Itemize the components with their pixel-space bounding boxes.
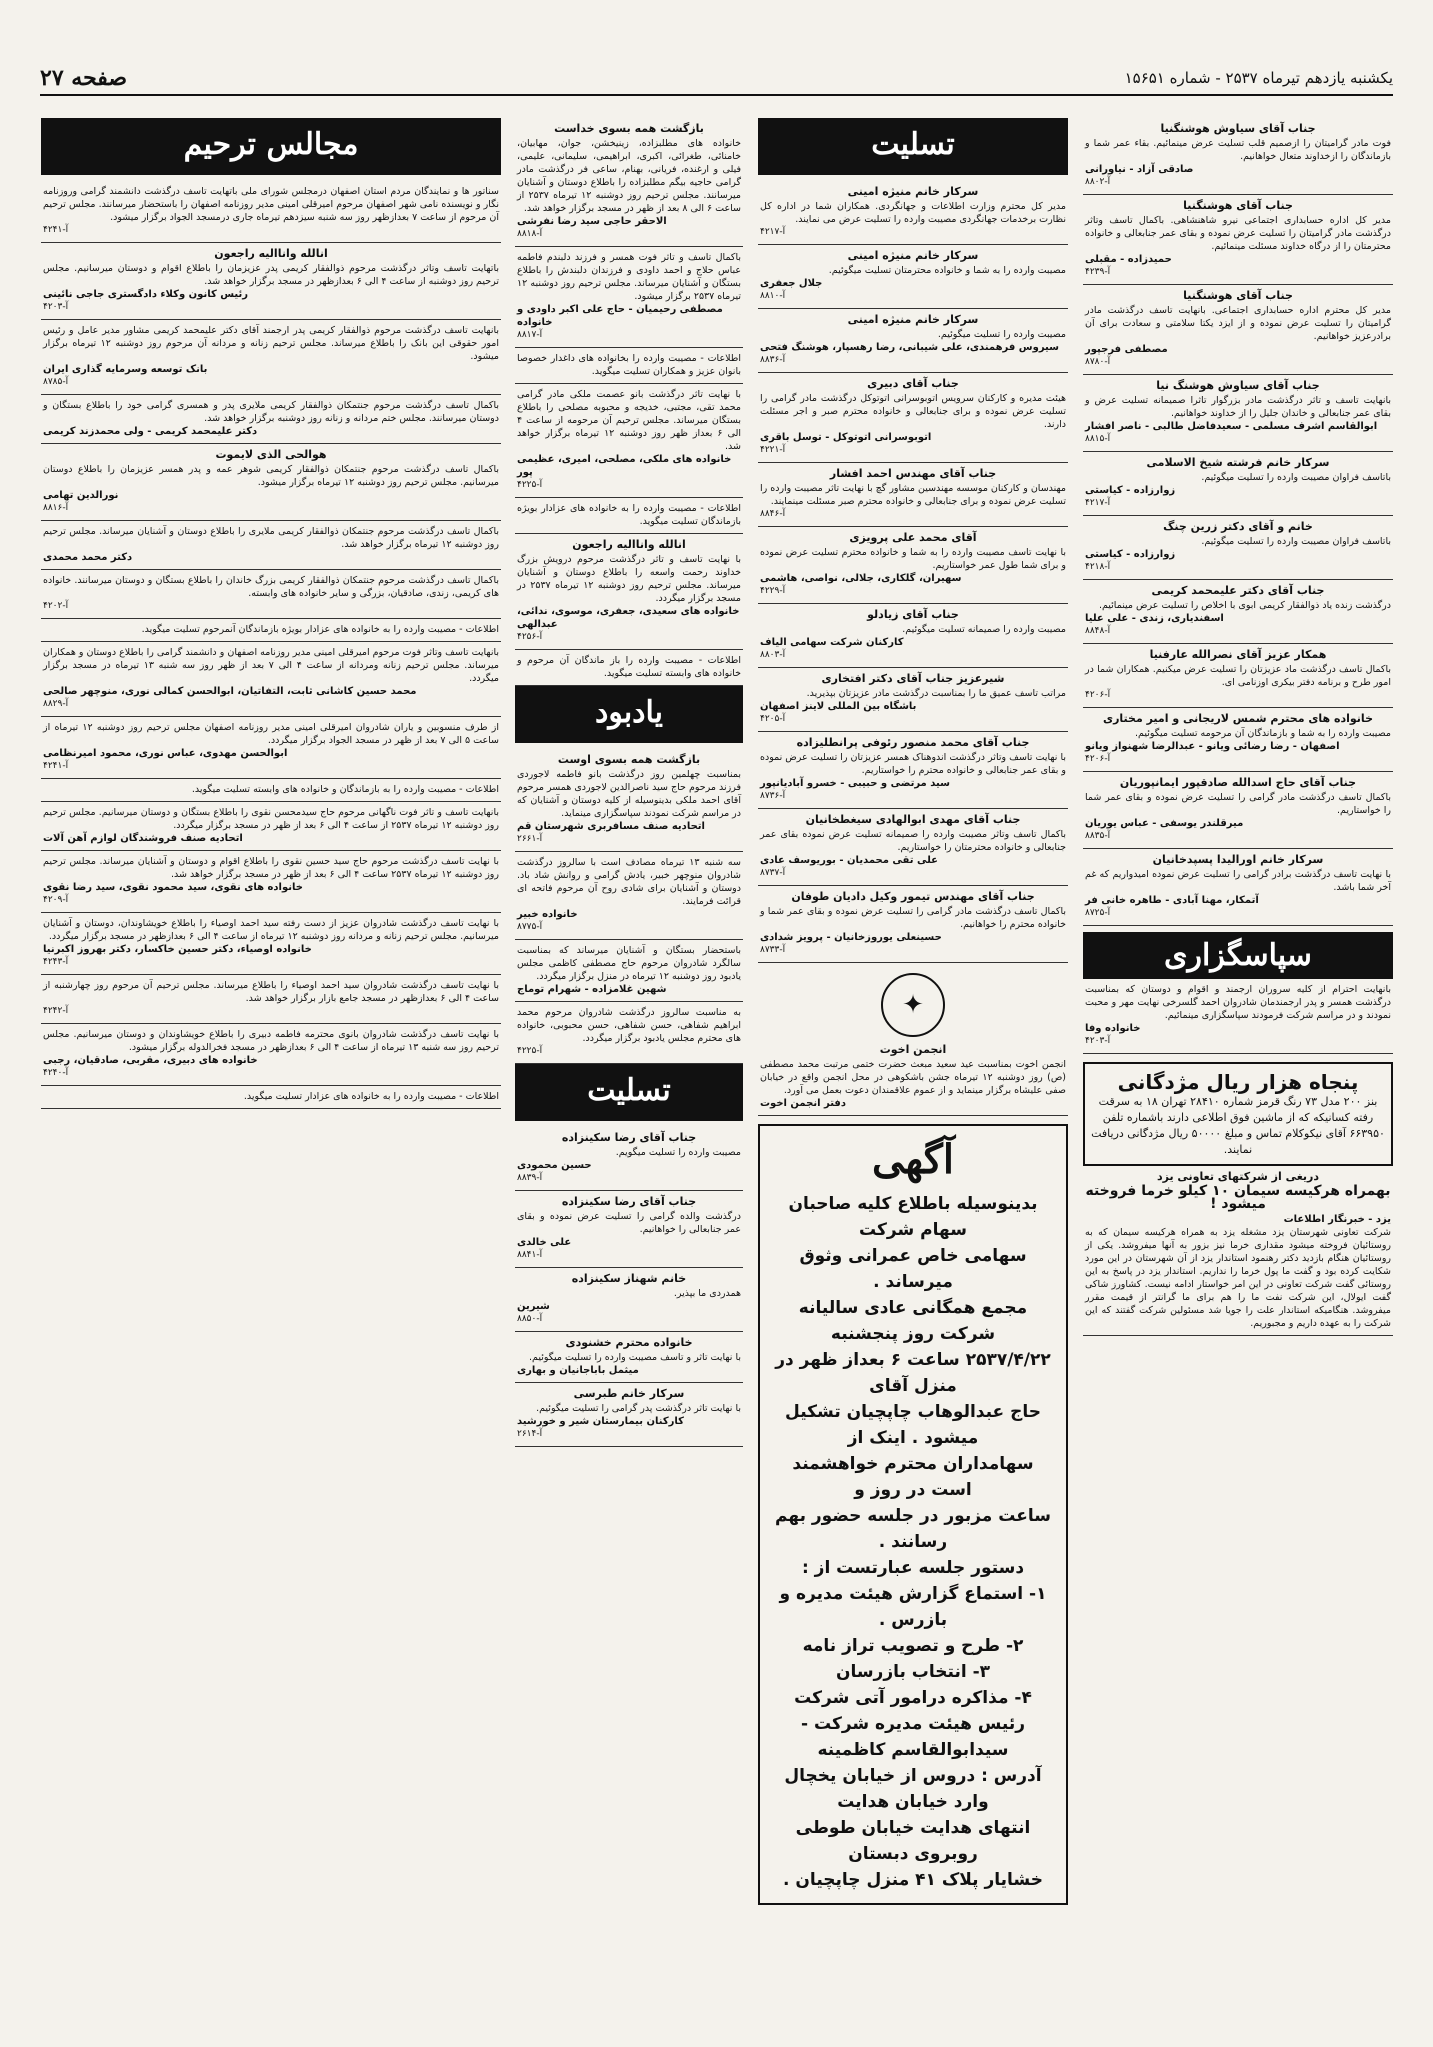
notice-code: آ-۴۲۵۶ [517, 632, 543, 642]
notice-body: با نهایت تاسف وتاثر درگذشت اندوهناک همسر عزیزتان را تسلیت عرض نموده و بقای عمر جنابعالی و خانواده محترم را خواستاریم. [760, 752, 1066, 776]
notice-body: با نهایت تاثر درگذشت پدر گرامی را تسلیت میگوئیم. [536, 1403, 741, 1414]
notice-code: آ-۴۲۱۷ [760, 227, 786, 237]
notice-title: جناب آقای رضا سکینزاده [561, 1131, 697, 1144]
sepas-signature: خانواده وفا [1085, 1023, 1141, 1034]
notice-signature: رئیس کانون وکلاء دادگستری جاجی نائینی [43, 289, 248, 300]
notice-item [1083, 195, 1393, 285]
notice-body: اطلاعات - مصیبت وارده را باز ماندگان آن مرحوم و خانواده های وابسته تسلیت میگوید. [517, 655, 741, 679]
notice-signature: اسفندیاری، زندی - علی علیا [1085, 613, 1224, 624]
notice-item [515, 1268, 743, 1332]
notice-signature: میثمل باباجانیان و بهاری [517, 1365, 639, 1376]
notice-signature: کارکنان بیمارستان شیر و خورشید [517, 1416, 684, 1427]
notice-body: باکمال تاسف و تاثر فوت همسر و فرزند دلبندم فاطمه عباس حلاج و احمد داودی و فرزندان دلبندش را باطلاع بستگان و آشنایان میرساند. مجلس ترحیم روز دوشنبه ۱۲ تیرماه ۲۵۳۷ برگزار میشود. [517, 252, 741, 302]
notice-body: بانهایت تاسف و تاثر فوت ناگهانی مرحوم حاج سیدمحسن نقوی را باطلاع بستگان و دوستان میرسانیم. مجلس ترحیم روز دوشنبه ۱۲ تیرماه ۲۵۳۷ از ساعت ۴ الی ۶ بعد از ظهر در مسجد برگزار میگردد. [43, 807, 499, 831]
notice-item [515, 1332, 743, 1383]
notice-body: مصیبت وارده را به شما و بازماندگان آن مرحومه تسلیت میگوئیم. [1135, 728, 1391, 739]
notice-body: فوت مادر گرامیتان را ازصمیم قلب تسلیت عرض مینمائیم. بقاء عمر شما و بازماندگان را ازخداوند متعال خواهانیم. [1085, 138, 1391, 162]
notice-item [515, 1383, 743, 1447]
notice-title: خانم و آقای دکتر زرین چنگ [1163, 520, 1313, 533]
notice-signature: اتحادیه صنف فروشندگان لوازم آهن آلات [43, 833, 243, 844]
notice-body: مدیر کل محترم اداره حسابداری اجتماعی. بانهایت تاسف درگذشت مادر گرامیتان را تسلیت عرض نموده و از ایزد یکتا سلامتی و سعادت برای آن برادرعزیز خواهانیم. [1085, 305, 1391, 342]
notice-code: آ-۴۲۴۲ [43, 1006, 69, 1016]
notice-code: آ-۴۲۲۵ [517, 1046, 543, 1056]
notice-item [515, 749, 743, 852]
notice-code: آ-۴۲۲۵ [517, 480, 543, 490]
notice-item [758, 886, 1068, 963]
notice-item [41, 975, 501, 1024]
notice-body: باکمال تاسف وتاثر مصیبت وارده را صمیمانه تسلیت عرض نموده بقای عمر جنابعالی و خانواده محترمتان را خواستاریم. [760, 829, 1066, 853]
notice-body: باتهایت تاسف وتاثر درگذشت مرحوم ذوالفقار کریمی پدر عزیزمان را باطلاع اقوام و دوستان میرسانیم. مجلس ترحیم روز دوشنبه از ساعت ۴ الی ۶ بعدازظهر در مسجد برگزار خواهد شد. [43, 263, 499, 287]
notice-body: بانهایت تاسف درگذشت مرحوم ذوالفقار کریمی پدر ارجمند آقای دکتر علیمحمد کریمی مشاور مدیر عامل و رئیس امور حقوقی این بانک را باطلاع میرساند. مجلس ترحیم زنانه و مردانه آن مرحوم روز دوشنبه ۱۲ تیرماه برگزار میشود. [43, 325, 499, 362]
notice-body: با نهایت تاسف درگذشت مرحوم حاج سید حسین نقوی را باطلاع اقوام و دوستان و آشنایان میرساند. مجلس ترحیم روز دوشنبه ۱۲ تیرماه ۲۵۳۷ ساعت ۴ الی ۶ بعد از ظهر در مسجد برگزار خواهد شد. [43, 856, 499, 880]
notice-body: با نهایت تاسف درگذشت شادروان عزیز از دست رفته سید احمد اوصیاء را باطلاع خویشاوندان، دوستان و آشنایان میرسانیم. مجلس ترحیم زنانه و مردانه روز دوشنبه ۱۲ تیرماه از ساعت ۴ الی ۶ بعدازظهر در مسجد برگزار میگردد. [43, 918, 499, 942]
notice-item [41, 444, 501, 521]
reward-body: بنز ۲۰۰ مدل ۷۳ رنگ قرمز شماره ۲۸۴۱۰ تهران ۱۸ به سرقت رفته کسانیکه که از ماشین فوق اطلاعی دارند باشماره تلفن ۶۶۳۹۵۰ آقای نیکوکلام تماس و مبلغ ۵۰۰۰۰ ریال مژدگانی دریافت نمایند. [1091, 1095, 1385, 1156]
notice-item [1083, 644, 1393, 708]
notice-code: آ-۸۸۱۸ [517, 229, 543, 239]
notice-item [41, 802, 501, 851]
notice-code: آ-۸۷۳۷ [760, 868, 786, 878]
notice-signature: شهین غلامزاده - شهرام توماج [517, 984, 667, 995]
notice-title: جناب آقای سیاوش هوشنگ نیا [1156, 379, 1320, 392]
notice-item [1083, 375, 1393, 452]
anjoman-title: انجمن اخوت [879, 1043, 947, 1056]
notice-body: مهندسان و کارکنان موسسه مهندسین مشاور گچ با نهایت تاثر مصیبت وارده را تسلیت عرض نموده و برای جنابعالی و خانواده محترم صبر مسئلت مینمایند. [760, 483, 1066, 507]
notice-item [41, 181, 501, 243]
notice-code: آ-۸۷۸۰ [1085, 357, 1111, 367]
notice-item [1083, 772, 1393, 849]
ad-line: بدینوسیله باطلاع کلیه صاحبان سهام شرکت [788, 1194, 1038, 1240]
column-condolences [758, 118, 1068, 1905]
notice-signature: حسین محمودی [517, 1160, 592, 1171]
notice-signature: خانواده خبیر [517, 909, 578, 920]
notice-signature: علی تقی محمدیان - بوریوسف عادی [760, 855, 939, 866]
notice-item [1083, 580, 1393, 644]
notice-signature: جلال جعفری [760, 278, 823, 289]
notice-item [1083, 849, 1393, 926]
notice-body: اطلاعات - مصیبت وارده را به بازماندگان و خانواده های وابسته تسلیت میگوید. [191, 784, 499, 795]
notice-signature: سیروس فرهمندی، علی شیبانی، رضا رهسپار، هوشنگ فتحی [760, 342, 1059, 353]
notice-code: آ-۴۲۰۹ [43, 895, 69, 905]
notice-item [41, 619, 501, 642]
notice-body: بانهایت تاسف و تاثر درگذشت مادر بزرگوار تاثرا صمیمانه تسلیت عرض و بقای عمر جنابعالی و خاندان جلیل را از خداوند خواهانیم. [1085, 395, 1391, 419]
notice-item [515, 1127, 743, 1191]
notice-item [41, 521, 501, 570]
notice-title: بازگشت همه بسوی اوست [557, 753, 701, 766]
notice-item [758, 809, 1068, 886]
notice-code: آ-۴۲۰۶ [1085, 690, 1111, 700]
notice-code: آ-۴۲۰۲ [43, 601, 69, 611]
notice-item [758, 245, 1068, 309]
anjoman-signature: دفتر انجمن اخوت [760, 1098, 846, 1109]
notice-code: آ-۴۲۰۳ [43, 302, 69, 312]
notice-title: جناب آقای مهندس تیمور وکیل دادیان طوفان [791, 890, 1035, 903]
notice-signature: نورالدین تهامی [43, 490, 119, 501]
reward-ad [1083, 1062, 1393, 1166]
notice-title: هوالحی الذی لایموت [215, 448, 327, 461]
notice-body: اطلاعات - مصیبت وارده را به خانواده های عزادار بویژه بازماندگان تسلیت میگوید. [517, 503, 741, 527]
notice-body: باکمال تاسف درگذشت مرحوم جنتمکان ذوالفقار کریمی شوهر عمه و پدر همسر عزیزمان را باطلاع دوستان میرسانیم. مجلس ترحیم روز دوشنبه ۱۲ تیرماه برگزار میشود. [43, 464, 499, 488]
banner-sepasgozari: سپاسگزاری [1083, 932, 1393, 979]
notice-body: مراتب تاسف عمیق ما را بمناسبت درگذشت مادر عزیزتان بپذیرید. [806, 688, 1066, 699]
notice-title: جناب آقای سیاوش هوشنگنیا [1160, 122, 1316, 135]
notice-item [41, 395, 501, 444]
notice-signature: اصفهان - رضا رضائی ویانو - عبدالرضا شهنواز ویانو [1085, 741, 1340, 752]
ad-line: ساعت مزبور در جلسه حضور بهم رسانند . [775, 1506, 1051, 1552]
ad-line: ۴- مذاکره درامور آتی شرکت [794, 1688, 1032, 1708]
notice-item [1083, 452, 1393, 516]
notice-title: انالله وانااليه راجعون [214, 247, 328, 260]
notice-title: جناب آقای زیادلو [867, 608, 959, 621]
notice-signature: ابوالحسن مهدوی، عباس نوری، محمود امیرنظامی [43, 748, 288, 759]
notice-body: باستحضار بستگان و آشنایان میرساند که بمناسبت سالگرد شادروان مرحوم حاج مصطفی کاظمی مجلس یادبود روز دوشنبه ۱۲ تیرماه در منزل برگزار میگردد. [517, 945, 741, 982]
ad-line: ۳- انتخاب بازرسان [835, 1662, 991, 1682]
notice-item [758, 463, 1068, 527]
notice-item [515, 384, 743, 498]
notice-title: سرکار خانم منیژه امینی [847, 185, 979, 198]
column-middle [515, 118, 743, 1447]
notice-signature: صادقی آزاد - نیاورانی [1085, 164, 1194, 175]
ad-anjoman-okhovat [758, 963, 1068, 1116]
notice-title: جناب آقای دبیری [867, 377, 959, 390]
notice-item [758, 373, 1068, 463]
notice-code: آ-۸۸۰۲ [1085, 177, 1111, 187]
notice-title: بازگشت همه بسوی خداست [554, 122, 704, 135]
anjoman-body: انجمن اخوت بمناسبت عید سعید مبعث حضرت ختمی مرتبت محمد مصطفی (ص) روز دوشنبه ۱۲ تیرماه جشن باشکوهی در محل انجمن واقع در خیابان صفی علیشاه برگزار مینماید و از عموم علاقمندان دعوت بعمل می آورد. [760, 1059, 1067, 1096]
notice-item [41, 243, 501, 320]
news-body: شرکت تعاونی شهرستان یزد مشغله یزد به همراه هرکیسه سیمان که به روستائیان فروخته میشود مقداری خرما نیز بزور به آنها میفروشد. یکی از روستائیان هنگام بازدید دکتر رهنمود استاندار یزد از آن شهرستان در این مورد شکایت کرده بود و گفت ما پول خرما را نداریم. استاندار یزد در پاسخ به این روستائی گفت شرکت تعاونی در این امر خواستار ادامه نیست. کشاورز شاکی گفت ایولال، این شرکت نفت ما را هم برای ما گرانتر از قیمت مقرر میفروشد. هنگامیکه استاندار علت را جویا شد مسئولین شرکت گفتند که این شرکت را به عهده داریم و مجبوریم. [1085, 1227, 1391, 1329]
notice-item [1083, 516, 1393, 580]
banner-tasliyat: تسلیت [758, 118, 1068, 175]
notice-body: خانواده های مطلبزاده، زینیخشن، جوان، مهابیان، خامنائی، طغرائی، اکبری، ابراهیمی، سلیمانی، علیمی، فیلی و ارغنده، فریانی، بهنام، ساعی فر درگذشت مادر گرامی حاجیه بیگم مطلبزاده را باطلاع دوستان و آشنایان میرسانند. مجلس ترحیم روز دوشنبه ۱۲ تیرماه ۲۵۳۷ از ساعت ۶ الی ۸ بعد از ظهر در مسجد برگزار خواهد شد. [517, 138, 741, 214]
notice-body: مدیر کل اداره حسابداری اجتماعی نیرو شاهنشاهی. باکمال تاسف وتاثر درگذشت مادر گرامیتان را تسلیت عرض نموده و بقای عمر جنابعالی و خانواده محترمتان را از درگاه خداوند مسئلت مینمائیم. [1085, 215, 1391, 252]
notice-code: آ-۴۲۰۵ [760, 714, 786, 724]
notice-body: مصیبت وارده را تسلیت میگویم. [615, 1147, 741, 1158]
notice-body: با نهایت تاثر درگذشت بانو عصمت ملکی مادر گرامی محمد تقی، مجتبی، خدیجه و محبوبه مصلحی را باطلاع بستگان میرساند. مجلس ترحیم آن مرحومه از ساعت ۴ الی ۶ بعداز ظهر روز دوشنبه ۱۲ تیرماه برگزار خواهد شد. [517, 389, 741, 452]
col1-notice-list [1083, 118, 1393, 926]
notice-body: باتاسف فراوان مصیبت وارده را تسلیت میگوئیم. [1201, 536, 1391, 547]
news-source: یزد - خبرنگار اطلاعات [1283, 1214, 1391, 1225]
ad-lines [772, 1191, 1054, 1893]
ad-line: مجمع همگانی عادی سالیانه شرکت روز پنجشنبه [798, 1298, 1028, 1344]
notice-body: مصیبت وارده را تسلیت میگوئیم. [937, 329, 1066, 340]
notice-item [41, 851, 501, 913]
ad-agahi [758, 1124, 1068, 1905]
notice-body: هیئت مدیره و کارکنان سرویس اتوبوسرانی اتوتوکل درگذشت مادر گرامی را تسلیت عرض نموده و برای جنابعالی و خانواده محترم صبر و اجر مسئلت دارند. [760, 393, 1066, 430]
page-header [40, 62, 1393, 96]
notice-signature: محمد حسین کاشانی ثابت، التفاتیان، ابوالحسن کمالی نوری، منوچهر صالحی [43, 686, 417, 697]
notice-item [515, 1002, 743, 1064]
notice-title: جناب آقای هوشنگنیا [1183, 199, 1293, 212]
notice-code: آ-۸۷۳۶ [760, 791, 786, 801]
notice-item [758, 309, 1068, 373]
notice-code: آ-۸۷۲۵ [1085, 908, 1111, 918]
notice-item [41, 320, 501, 395]
notice-title: شیرعزیز جناب آقای دکتر افتخاری [821, 672, 1005, 685]
notice-code: آ-۸۸۳۹ [517, 1173, 543, 1183]
notice-signature: خانواده های سعیدی، جعفری، موسوی، ندائی، عبدالهی [517, 606, 740, 630]
ad-line: سهامداران محترم خواهشمند است در روز و [792, 1454, 1034, 1500]
notice-body: همدردی ما بپذیر. [673, 1288, 741, 1299]
notice-signature: حسینعلی یوروزخانیان - پرویز شدادی [760, 932, 942, 943]
notice-signature: بانک توسعه وسرمایه گذاری ایران [43, 364, 208, 375]
sepas-notice [1083, 979, 1393, 1054]
notice-code: آ-۴۲۱۷ [1085, 498, 1111, 508]
notice-item [758, 732, 1068, 809]
notice-signature: خانواده های ملکی، مصلحی، امیری، عظیمی پور [517, 454, 732, 478]
notice-code: آ-۴۲۴۱ [43, 761, 69, 771]
notice-body: با نهایت تاثر و تاسف مصیبت وارده را تسلیت میگوئیم. [528, 1352, 741, 1363]
notice-signature: آتمکار، مهنا آبادی - طاهره خانی فر [1085, 895, 1259, 906]
notice-code: آ-۸۸۳۶ [760, 355, 786, 365]
notice-item [41, 1024, 501, 1086]
ad-line: دستور جلسه عبارتست از : [801, 1558, 1025, 1578]
notice-body: مصیبت وارده را به شما و خانواده محترمتان تسلیت میگوئیم. [828, 265, 1066, 276]
notice-title: جناب آقای محمد منصور رئوفی پرانطلیزاده [796, 736, 1030, 749]
notice-code: آ-۲۶۶۱ [517, 834, 543, 844]
col2-notice-list [758, 181, 1068, 963]
notice-signature: دکتر علیمحمد کریمی - ولی محمدزند کریمی [43, 426, 258, 437]
notice-signature: الاحقر حاجی سید رضا نفرشی [517, 216, 667, 227]
notice-item [515, 852, 743, 940]
notice-signature: دکتر محمد محمدی [43, 552, 133, 563]
notice-item [1083, 118, 1393, 195]
banner-yadbood: یادبود [515, 686, 743, 743]
notice-item [41, 1086, 501, 1109]
banner-majales-tarhim: مجالس ترحیم [41, 118, 501, 175]
anjoman-emblem-icon: ✦ [881, 973, 945, 1037]
notice-body: با نهایت تاسف و تاثر درگذشت مرحوم درویش بزرگ خداوند رحمت واسعه را باطلاع دوستان و آشنایان میرساند. مجلس ترحیم روز دوشنبه ۱۲ تیرماه ۲۵۳۷ در مسجد برگزار میگردد. [517, 554, 741, 604]
notice-code: آ-۸۸۲۹ [43, 699, 69, 709]
notice-title: جناب آقای دکتر علیمحمد کریمی [1151, 584, 1325, 597]
notice-body: با نهایت تاسف درگذشت شادروان بانوی محترمه فاطمه دبیری را باطلاع خویشاوندان و دوستان میرسانیم. مجلس ترحیم روز سه شنبه ۱۳ تیرماه از ساعت ۴ الی ۶ بعدازظهر در مسجد فخرالدوله برگزار میشود. [43, 1029, 499, 1053]
notice-item [515, 940, 743, 1002]
reward-title: پنجاه هزار ریال مژدگانی [1117, 1070, 1359, 1094]
notice-signature: سهیران، گلکاری، جلالی، نواصی، هاشمی [760, 573, 962, 584]
notice-item [515, 534, 743, 650]
notice-item [41, 642, 501, 717]
notice-title: جناب آقای حاج اسدالله صادقپور ایمانپوریان [1119, 776, 1357, 789]
ad-line: ۲۵۳۷/۴/۲۲ ساعت ۶ بعداز ظهر در منزل آقای [775, 1350, 1051, 1396]
notice-title: خانواده محترم خشنودی [565, 1336, 693, 1349]
notice-signature: حمیدزاده - مقبلی [1085, 254, 1172, 265]
notice-body: باکمال تاسف درگذشت مرحوم جنتمکان ذوالفقار کریمی بزرگ خاندان را باطلاع بستگان و دوستان میرسانند. خانواده های کریمی، زندی، صادقیان، بزرگی و سایر خانواده های وابسته. [43, 575, 499, 599]
notice-code: آ-۸۸۱۶ [43, 503, 69, 513]
notice-code: آ-۸۸۱۷ [517, 330, 543, 340]
notice-code: آ-۸۷۳۳ [760, 945, 786, 955]
notice-signature: اتوبوسرانی اتوتوکل - توسل باقری [760, 432, 932, 443]
column-obituaries [41, 118, 501, 1109]
notice-body: باکمال تاسف درگذشت مرحوم جنتمکان ذوالفقار کریمی ملایری را باطلاع دوستان و آشنایان میرساند. مجلس ترحیم روز دوشنبه ۱۲ تیرماه برگزار خواهد شد. [43, 526, 499, 550]
notice-code: آ-۴۲۴۱ [43, 225, 69, 235]
notice-code: آ-۴۲۳۹ [1085, 267, 1111, 277]
notice-code: آ-۴۲۴۳ [43, 957, 69, 967]
notice-title: انالله وانااليه راجعون [572, 538, 686, 551]
notice-item [515, 118, 743, 247]
notice-code: آ-۸۸۰۳ [760, 650, 786, 660]
ad-title: آگهی [872, 1136, 954, 1183]
notice-signature: زوارزاده - کیاستی [1085, 549, 1176, 560]
notice-title: سرکار خانم فرشته شیخ الاسلامی [1146, 456, 1330, 469]
notice-body: سناتور ها و نمایندگان مردم استان اصفهان درمجلس شورای ملی باتهایت تاسف درگذشت دانشمند گرامی وروزنامه نگار و نویسنده نامی شهر اصفهان مرحوم امیرقلی امینی مدیر روزنامه اصفهان را باستحضار میرسانند. مجلس ترحیم آن مرحوم از ساعت ۷ بعدازظهر روز سه شنبه سیزدهم تیرماه جاری درمسجد الجواد برگزار میشود. [43, 186, 499, 223]
notice-code: آ-۸۸۴۸ [1085, 626, 1111, 636]
banner-tasliyat-2: تسلیت [515, 1064, 743, 1121]
notice-body: مصیبت وارده را صمیمانه تسلیت میگوئیم. [902, 624, 1066, 635]
col3-notice-list [515, 118, 743, 686]
ad-line: حاج عبدالوهاب چاپچیان تشکیل میشود . اینک از [785, 1402, 1041, 1448]
notice-item [41, 570, 501, 619]
notice-code: آ-۸۷۸۵ [43, 377, 69, 387]
notice-signature: خانواده های نقوی، سید محمود نقوی، سید رضا نقوی [43, 882, 303, 893]
notice-title: خانم شهناز سکینزاده [571, 1272, 687, 1285]
notice-signature: اتحادیه صنف مسافربری شهرستان قم [517, 821, 705, 832]
notice-body: باتاسف فراوان مصیبت وارده را تسلیت میگوئیم. [1201, 472, 1391, 483]
notice-code: آ-۸۸۴۶ [760, 509, 786, 519]
notice-title: سرکار خانم منیژه امینی [847, 249, 979, 262]
notice-signature: علی خالدی [517, 1237, 572, 1248]
news-title: دریغی از شرکتهای تعاونی یزد [1156, 1170, 1320, 1183]
notice-body: با نهایت تاسف درگذشت برادر گرامی را تسلیت عرض نموده امیدواریم که غم آخر شما باشد. [1085, 869, 1391, 893]
ad-line: سهامی خاص عمرانی وثوق میرساند . [799, 1246, 1027, 1292]
notice-item [41, 717, 501, 779]
sepas-code: آ-۴۲۰۳ [1085, 1036, 1111, 1046]
notice-title: جناب آقای رضا سکینزاده [561, 1195, 697, 1208]
notice-body: مدیر کل محترم وزارت اطلاعات و جهانگردی. همکاران شما در اداره کل نظارت برخدمات جهانگردی مصیبت وارده را تسلیت عرض می نمایند. [760, 201, 1066, 225]
col3-condolence-list [515, 1127, 743, 1447]
notice-code: آ-۲۶۱۴ [517, 1429, 543, 1439]
ad-line: رئیس هیئت مدیره شرکت - سیدابوالقاسم کاظمینه [800, 1714, 1026, 1760]
ad-line: ۱- استماع گزارش هیئت مدیره و بازرس . [779, 1584, 1047, 1630]
notice-code: آ-۴۲۱۸ [1085, 562, 1111, 572]
notice-body: با نهایت تاسف درگذشت شادروان سید احمد اوصیاء را باطلاع میرساند. مجلس ترحیم آن مرحوم روز چهارشنبه از ساعت ۴ الی ۶ بعدازظهر در مسجد جامع بازار برگزار خواهد شد. [43, 980, 499, 1004]
notice-item [758, 181, 1068, 245]
notice-item [758, 668, 1068, 732]
notice-item [1083, 708, 1393, 772]
notice-body: باکمال تاسف درگذشت ماد عزیزتان را تسلیت عرض میکنیم. همکاران شما در امور طرح و برنامه دفتر بیکری اوزنامی ای. [1085, 664, 1391, 688]
notice-code: آ-۴۲۲۹ [760, 586, 786, 596]
notice-code: آ-۸۸۴۱ [517, 1250, 543, 1260]
column-left [1083, 118, 1393, 1336]
notice-body: درگذشت زنده یاد ذوالفقار کریمی ابوی با اخلاص را تسلیت عرض مینمائیم. [1098, 600, 1391, 611]
notice-item [1083, 285, 1393, 375]
issue-date: یکشنبه یازدهم تیرماه ۲۵۳۷ - شماره ۱۵۶۵۱ [1124, 69, 1393, 87]
notice-title: جناب آقای مهندس احمد افشار [829, 467, 997, 480]
notice-signature: مصطفی رحیمیان - حاج علی اکبر داودی و خانواده [517, 304, 723, 328]
notice-title: همکار عزیز آقای نصرالله عارفنیا [1149, 648, 1327, 661]
notice-title: جناب آقای مهدی ابوالهادی سیغطخانیان [805, 813, 1021, 826]
notice-code: آ-۸۷۷۵ [517, 922, 543, 932]
notice-body: بانهایت تاسف وتاثر فوت مرحوم امیرقلی امینی مدیر روزنامه اصفهان و دانشمند گرامی را باطلاع دوستان و همکاران میرساند. مجلس ترحیم زنانه ومردانه از ساعت ۴ الی ۷ بعد از ظهر روز سه شنبه ۱۳ تیرماه در مسجد برگزار میگردد. [43, 647, 500, 684]
notice-item [41, 779, 501, 802]
notice-body: درگذشت والده گرامی را تسلیت عرض نموده و بقای عمر جنابعالی را خواهانیم. [517, 1211, 741, 1235]
notice-item [758, 527, 1068, 604]
notice-body: با نهایت تاسف مصیبت وارده را به شما و خانواده محترم تسلیت عرض نموده و برای شما طول عمر خواستاریم. [760, 547, 1066, 571]
notice-item [515, 348, 743, 384]
notice-code: آ-۸۸۳۵ [1085, 831, 1111, 841]
notice-title: سرکار خانم منیژه امینی [847, 313, 979, 326]
notice-code: آ-۴۲۲۱ [760, 445, 786, 455]
news-yazd [1083, 1166, 1393, 1336]
notice-signature: میرقلندر یوسفی - عباس یوریان [1085, 818, 1244, 829]
ad-line: انتهای هدایت خیابان طوطی روبروی دبستان [795, 1818, 1031, 1864]
notice-body: باکمال تاسف درگذشت مرحوم جنتمکان ذوالفقار کریمی ملایری پدر و همسری گرامی خود را باطلاع بستگان و دوستان میرسانند. مجلس ختم مردانه و زنانه روز دوشنبه برگزار خواهد شد. [43, 400, 499, 424]
notice-code: آ-۴۲۴۰ [43, 1068, 69, 1078]
notice-body: بمناسبت چهلمین روز درگذشت بانو فاطمه لاجوردی فرزند مرحوم حاج سید ناصرالدین لاجوردی همسر مرحوم آقای احمد ملکی بدینوسیله از کلیه دوستان و آشنایان که در مراسم شرکت نمودند سپاسگزاری مینماید. [517, 769, 741, 819]
ad-line: خشایار پلاک ۴۱ منزل چاپچیان . [783, 1870, 1043, 1890]
notice-signature: مصطفی فرجپور [1085, 344, 1168, 355]
page-number: صفحه ۲۷ [40, 65, 128, 91]
notice-body: باکمال تاسف درگذشت مادر گرامی را تسلیت عرض نموده و بقای عمر شما و خانواده محترم را خواهانیم. [760, 906, 1066, 930]
notice-item [515, 1191, 743, 1268]
notice-code: آ-۴۲۰۶ [1085, 754, 1111, 764]
notice-body: اطلاعات - مصیبت وارده را بخانواده های داغدار خصوصا بانوان عزیز و همکاران تسلیت میگوید. [517, 353, 741, 377]
notice-signature: خانواده های دبیری، مقربی، صادقیان، رجبی [43, 1055, 258, 1066]
notice-body: اطلاعات - مصیبت وارده را به خانواده های عزادار تسلیت میگوید. [243, 1091, 499, 1102]
notice-body: باکمال تاسف درگذشت مادر گرامی را تسلیت عرض نموده و بقای عمر شما را خواستاریم. [1085, 792, 1391, 816]
notice-code: آ-۸۸۵۰ [517, 1314, 543, 1324]
notice-title: سرکار خانم اورالیدا پسپدخانیان [1152, 853, 1324, 866]
notice-item [758, 604, 1068, 668]
notice-title: سرکار خانم طبرسی [573, 1387, 685, 1400]
news-subtitle: بهمراه هرکیسه سیمان ۱۰ کیلو خرما فروخته میشود ! [1085, 1183, 1391, 1212]
notice-body: از طرف منسوبین و یاران شادروان امیرقلی امینی مدیر روزنامه اصفهان مجلس ترحیم روز دوشنبه ۱۲ تیرماه از ساعت ۵ الی ۷ بعد از ظهر در مسجد الجواد برگزار میگردد. [43, 722, 500, 746]
col3-memorial-list [515, 749, 743, 1064]
notice-signature: باشگاه بین المللی لاینز اصفهان [760, 701, 917, 712]
notice-item [515, 498, 743, 534]
notice-title: آقای محمد علی پرویزی [849, 531, 977, 544]
notice-signature: شیرین [517, 1301, 550, 1312]
col4-notice-list [41, 181, 501, 1109]
notice-title: خانواده های محترم شمس لاریجانی و امیر مختاری [1102, 712, 1373, 725]
notice-signature: زوارزاده - کیاستی [1085, 485, 1176, 496]
notice-signature: سید مرتضی و حبیبی - خسرو آبادیانپور [760, 778, 950, 789]
notice-body: سه شنبه ۱۳ تیرماه مصادف است با سالروز درگذشت شادروان منوچهر خبیر، یادش گرامی و روانش شاد باد. دوستان و آشنایان برای شادی روح آن مرحوم فاتحه ای قرائت فرمایند. [517, 857, 741, 907]
notice-code: آ-۸۸۱۰ [760, 291, 786, 301]
notice-signature: کارکنان شرکت سهامی الیاف [760, 637, 904, 648]
notice-signature: خانواده اوصیاء، دکتر حسین خاکسار، دکتر بهروز اکبرنیا [43, 944, 312, 955]
notice-item [515, 650, 743, 686]
notice-title: جناب آقای هوشنگنیا [1183, 289, 1293, 302]
sepas-body: بانهایت احترام از کلیه سروران ارجمند و اقوام و دوستان که بمناسبت درگذشت همسر و پدر ارجمندمان شادروان احمد گلسرخی نهایت مهر و محبت نمودند و در مراسم شرکت فرمودند سپاسگزاری مینمائیم. [1085, 984, 1391, 1021]
notice-item [515, 247, 743, 348]
notice-body: به مناسبت سالروز درگذشت شادروان مرحوم محمد ابراهیم شفاهی، حسن شفاهی، حسن محبوبی، خانواده های محترم مجلس یادبود برگزار میگردد. [517, 1007, 741, 1044]
notice-body: اطلاعات - مصیبت وارده را به خانواده های عزادار بویژه بازماندگان آنمرحوم تسلیت میگوید. [141, 624, 499, 635]
ad-line: ۲- طرح و تصویب تراز نامه [802, 1636, 1024, 1656]
notice-code: آ-۸۸۱۵ [1085, 434, 1111, 444]
notice-item [41, 913, 501, 975]
notice-signature: ابوالقاسم اشرف مسلمی - سعیدفاضل طالبی - ناصر افشار [1085, 421, 1378, 432]
ad-line: آدرس : دروس از خیابان یخچال وارد خیابان هدایت [784, 1766, 1042, 1812]
